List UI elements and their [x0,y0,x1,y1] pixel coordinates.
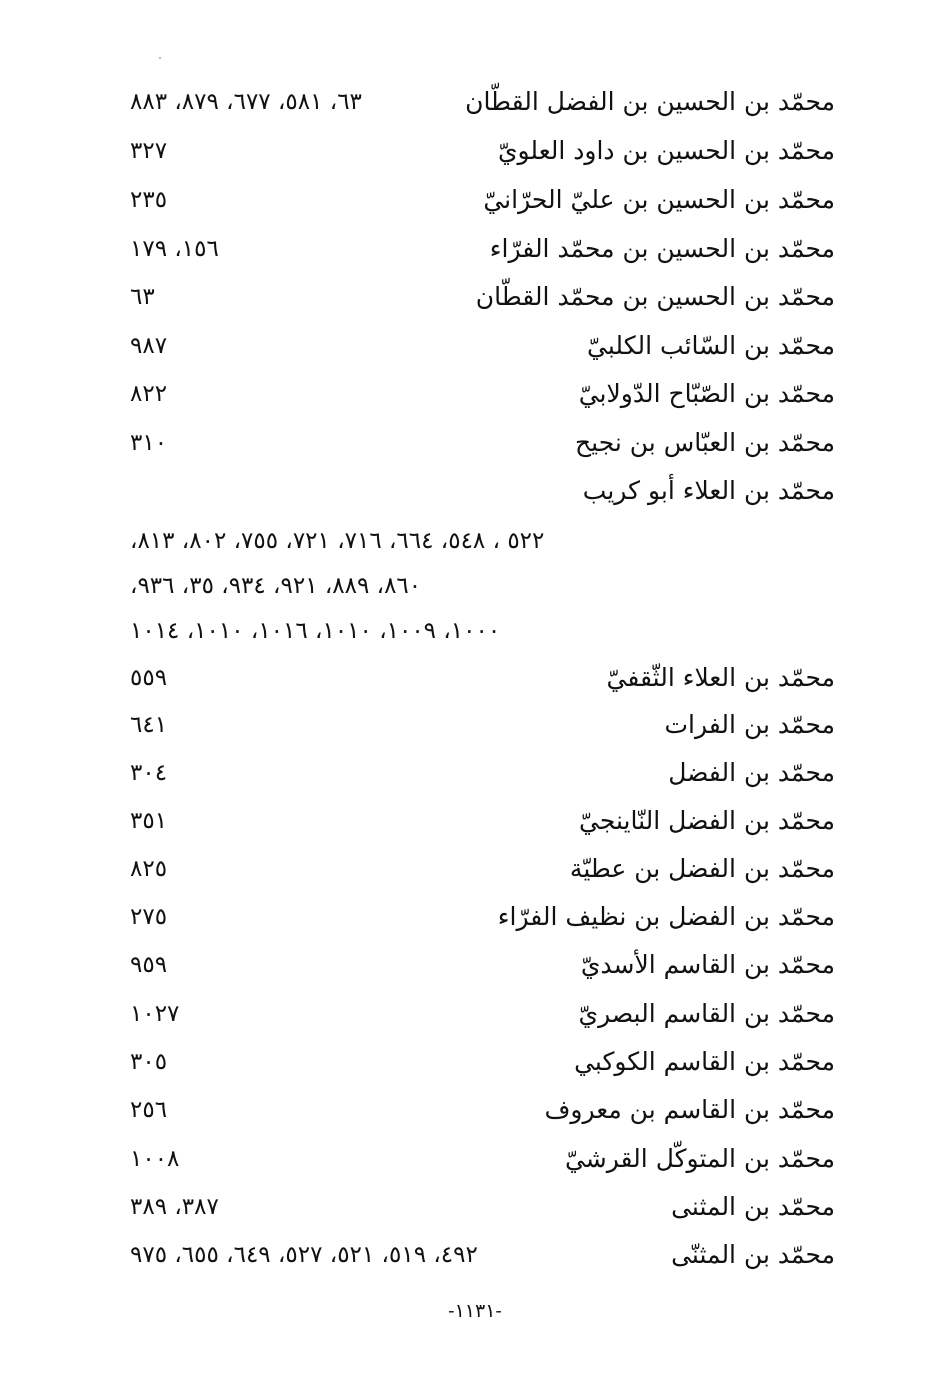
entry-name: محمّد بن المثنّى [671,1240,835,1269]
entry-name: محمّد بن الحسين بن عليّ الحرّانيّ [483,185,835,214]
index-entry [130,180,835,220]
index-entry [130,1090,835,1130]
entry-pages: ٨٢٢ [130,381,168,407]
index-entry [130,753,835,793]
entry-name: محمّد بن القاسم البصريّ [578,999,835,1028]
pages-continuation-line: ٥٢٢ ، ٥٤٨، ٦٦٤، ٧١٦، ٧٢١، ٧٥٥، ٨٠٢، ٨١٣، [130,528,545,554]
index-entry [130,849,835,889]
entry-pages: ٦٣ [130,284,155,310]
index-entry [130,994,835,1034]
entry-pages: ٢٣٥ [130,187,168,213]
index-entry [130,131,835,171]
index-entry [130,374,835,414]
index-entry [130,945,835,985]
index-entry [130,801,835,841]
entry-pages: ٣١٠ [130,430,168,456]
entry-pages: ٣٠٤ [130,760,168,786]
index-entry [130,471,835,511]
index-entry [130,326,835,366]
entry-pages: ٦٣، ٥٨١، ٦٧٧، ٨٧٩، ٨٨٣ [130,89,362,115]
entry-pages: ٣٨٧، ٣٨٩ [130,1194,219,1220]
entry-name: محمّد بن الفضل بن عطيّة [569,854,835,883]
entry-name: محمّد بن الفضل النّاينجيّ [579,806,835,835]
entry-pages: ٣٥١ [130,808,168,834]
index-entry [130,1187,835,1227]
entry-pages: ٢٥٦ [130,1097,168,1123]
entry-pages: ٩٨٧ [130,333,168,359]
entry-name: محمّد بن الفضل بن نظيف الفرّاء [497,902,835,931]
entry-name: محمّد بن الحسين بن محمّد الفرّاء [489,234,835,263]
pages-continuation-line: ٨٦٠، ٨٨٩، ٩٢١، ٩٣٤، ٣٥، ٩٣٦، [130,573,422,599]
scan-speck [159,57,161,59]
entry-name: محمّد بن القاسم بن معروف [544,1095,835,1124]
entry-name: محمّد بن الفرات [664,710,835,739]
entry-pages: ٣٠٥ [130,1049,168,1075]
entry-name: محمّد بن العلاء أبو كريب [582,476,835,505]
entry-pages: ١٥٦، ١٧٩ [130,236,219,262]
index-entry [130,1139,835,1179]
entry-pages: ٩٥٩ [130,952,168,978]
entry-name: محمّد بن المتوكّل القرشيّ [564,1144,835,1173]
entry-name: محمّد بن القاسم الأسديّ [580,950,835,979]
index-entry [130,1235,835,1275]
index-entry [130,229,835,269]
index-entry [130,897,835,937]
page-number: -١١٣١- [448,1300,502,1322]
entry-pages: ١٠٠٨ [130,1146,180,1172]
entry-name: محمّد بن الحسين بن الفضل القطّان [465,87,835,116]
entry-pages: ٨٢٥ [130,856,168,882]
index-entry [130,1042,835,1082]
index-entry [130,423,835,463]
entry-name: محمّد بن المثنى [671,1192,835,1221]
entry-name: محمّد بن الحسين بن داود العلويّ [497,136,835,165]
index-entry [130,705,835,745]
index-entry [130,82,835,122]
entry-name: محمّد بن الفضل [668,758,835,787]
entry-name: محمّد بن العبّاس بن نجيح [575,428,835,457]
entry-pages: ٦٤١ [130,712,168,738]
entry-name: محمّد بن الصّبّاح الدّولابيّ [578,379,835,408]
entry-name: محمّد بن الحسين بن محمّد القطّان [475,282,835,311]
entry-pages: ٢٧٥ [130,904,168,930]
entry-pages: ١٠٢٧ [130,1001,180,1027]
entry-name: محمّد بن العلاء الثّقفيّ [606,663,835,692]
index-entry [130,277,835,317]
entry-pages: ٣٢٧ [130,138,168,164]
entry-pages: ٤٩٢، ٥١٩، ٥٢١، ٥٢٧، ٦٤٩، ٦٥٥، ٩٧٥ [130,1242,478,1268]
entry-name: محمّد بن القاسم الكوكبي [574,1047,835,1076]
pages-continuation-line: ١٠٠٠، ١٠٠٩، ١٠١٠، ١٠١٦، ١٠١٠، ١٠١٤ [130,618,501,644]
entry-name: محمّد بن السّائب الكلبيّ [587,331,835,360]
index-entry [130,658,835,698]
entry-pages: ٥٥٩ [130,665,168,691]
